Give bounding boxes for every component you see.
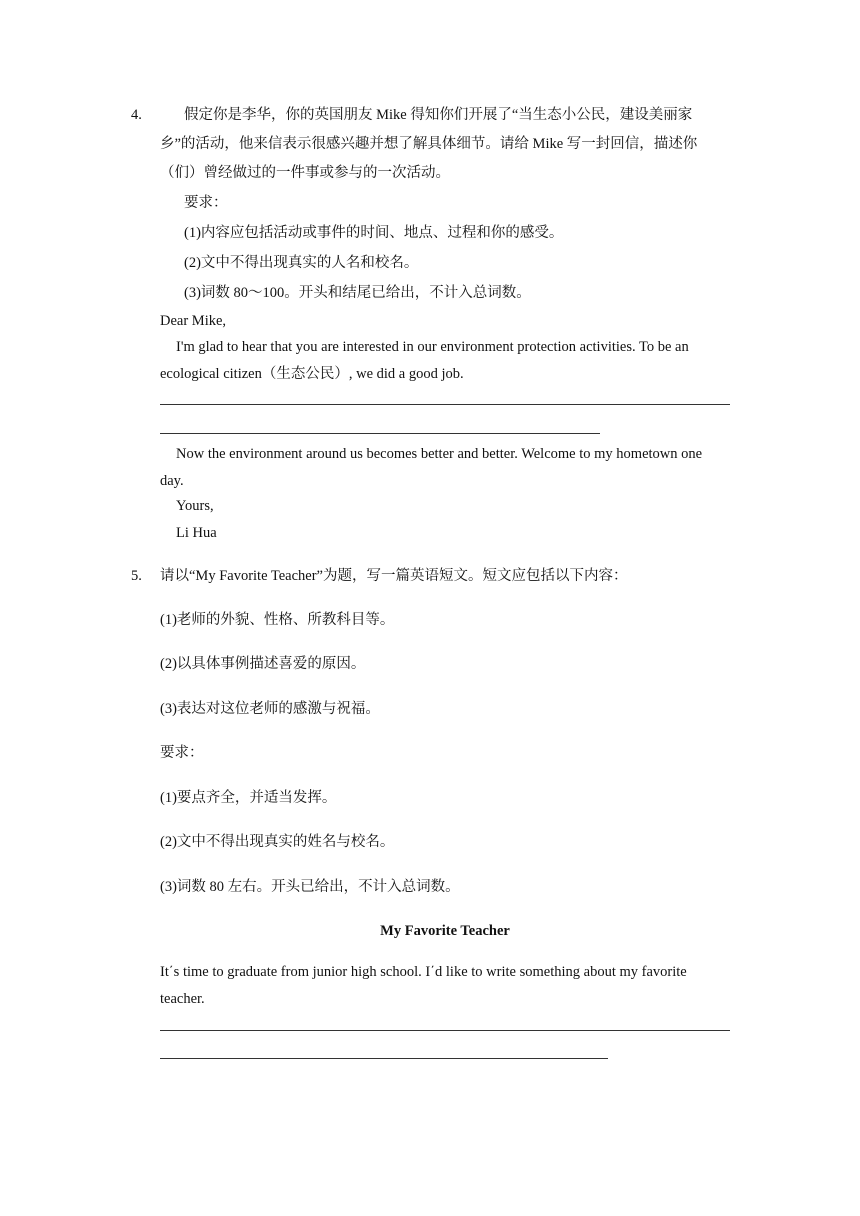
q4-opening-line2: ecological citizen（生态公民）, we did a good job. (160, 366, 464, 382)
q4-signature: Li Hua (176, 525, 217, 541)
q5-prompt: 请以“My Favorite Teacher”为题，写一篇英语短文。短文应包括以下内容： (160, 568, 628, 584)
q5-requirements-heading: 要求： (160, 745, 204, 761)
q4-closing-line1: Now the environment around us becomes better and better. Welcome to my hometown one (176, 446, 703, 462)
q4-prompt-line1: 假定你是李华，你的英国朋友 Mike 得知你们开展了“当生态小公民，建设美丽家 (184, 107, 693, 123)
q4-opening-line1: I'm glad to hear that you are interested in our environment protection activities. To be an (176, 339, 689, 355)
q5-essay-title: My Favorite Teacher (380, 923, 510, 939)
q4-prompt-line3: （们）曾经做过的一件事或参与的一次活动。 (160, 165, 450, 181)
q4-number: 4. (131, 107, 142, 123)
q5-answer-line-2 (160, 1058, 608, 1059)
q5-requirement-2: (2)文中不得出现真实的姓名与校名。 (160, 834, 395, 850)
q4-answer-line-1 (160, 404, 730, 405)
q4-answer-line-2 (160, 433, 600, 434)
q5-point-1: (1)老师的外貌、性格、所教科目等。 (160, 612, 395, 628)
q4-requirement-2: (2)文中不得出现真实的人名和校名。 (184, 255, 419, 271)
q4-requirement-3: (3)词数 80～100。开头和结尾已给出，不计入总词数。 (184, 285, 531, 301)
q5-point-2: (2)以具体事例描述喜爱的原因。 (160, 656, 366, 672)
q4-requirements-heading: 要求： (184, 195, 228, 211)
q5-requirement-1: (1)要点齐全，并适当发挥。 (160, 790, 337, 806)
q4-signoff: Yours, (176, 498, 214, 514)
q4-salutation: Dear Mike, (160, 313, 227, 329)
q4-prompt-line2: 乡”的活动，他来信表示很感兴趣并想了解具体细节。请给 Mike 写一封回信，描述你 (160, 136, 698, 152)
q4-requirement-1: (1)内容应包括活动或事件的时间、地点、过程和你的感受。 (184, 225, 564, 241)
q5-point-3: (3)表达对这位老师的感激与祝福。 (160, 701, 380, 717)
q5-requirement-3: (3)词数 80 左右。开头已给出，不计入总词数。 (160, 879, 460, 895)
q5-opening-line2: teacher. (160, 991, 205, 1007)
q5-number: 5. (131, 568, 142, 584)
q5-answer-line-1 (160, 1030, 730, 1031)
q4-closing-line2: day. (160, 473, 184, 489)
q5-opening-line1: It΄s time to graduate from junior high school. I΄d like to write something about my favorite (160, 964, 687, 980)
